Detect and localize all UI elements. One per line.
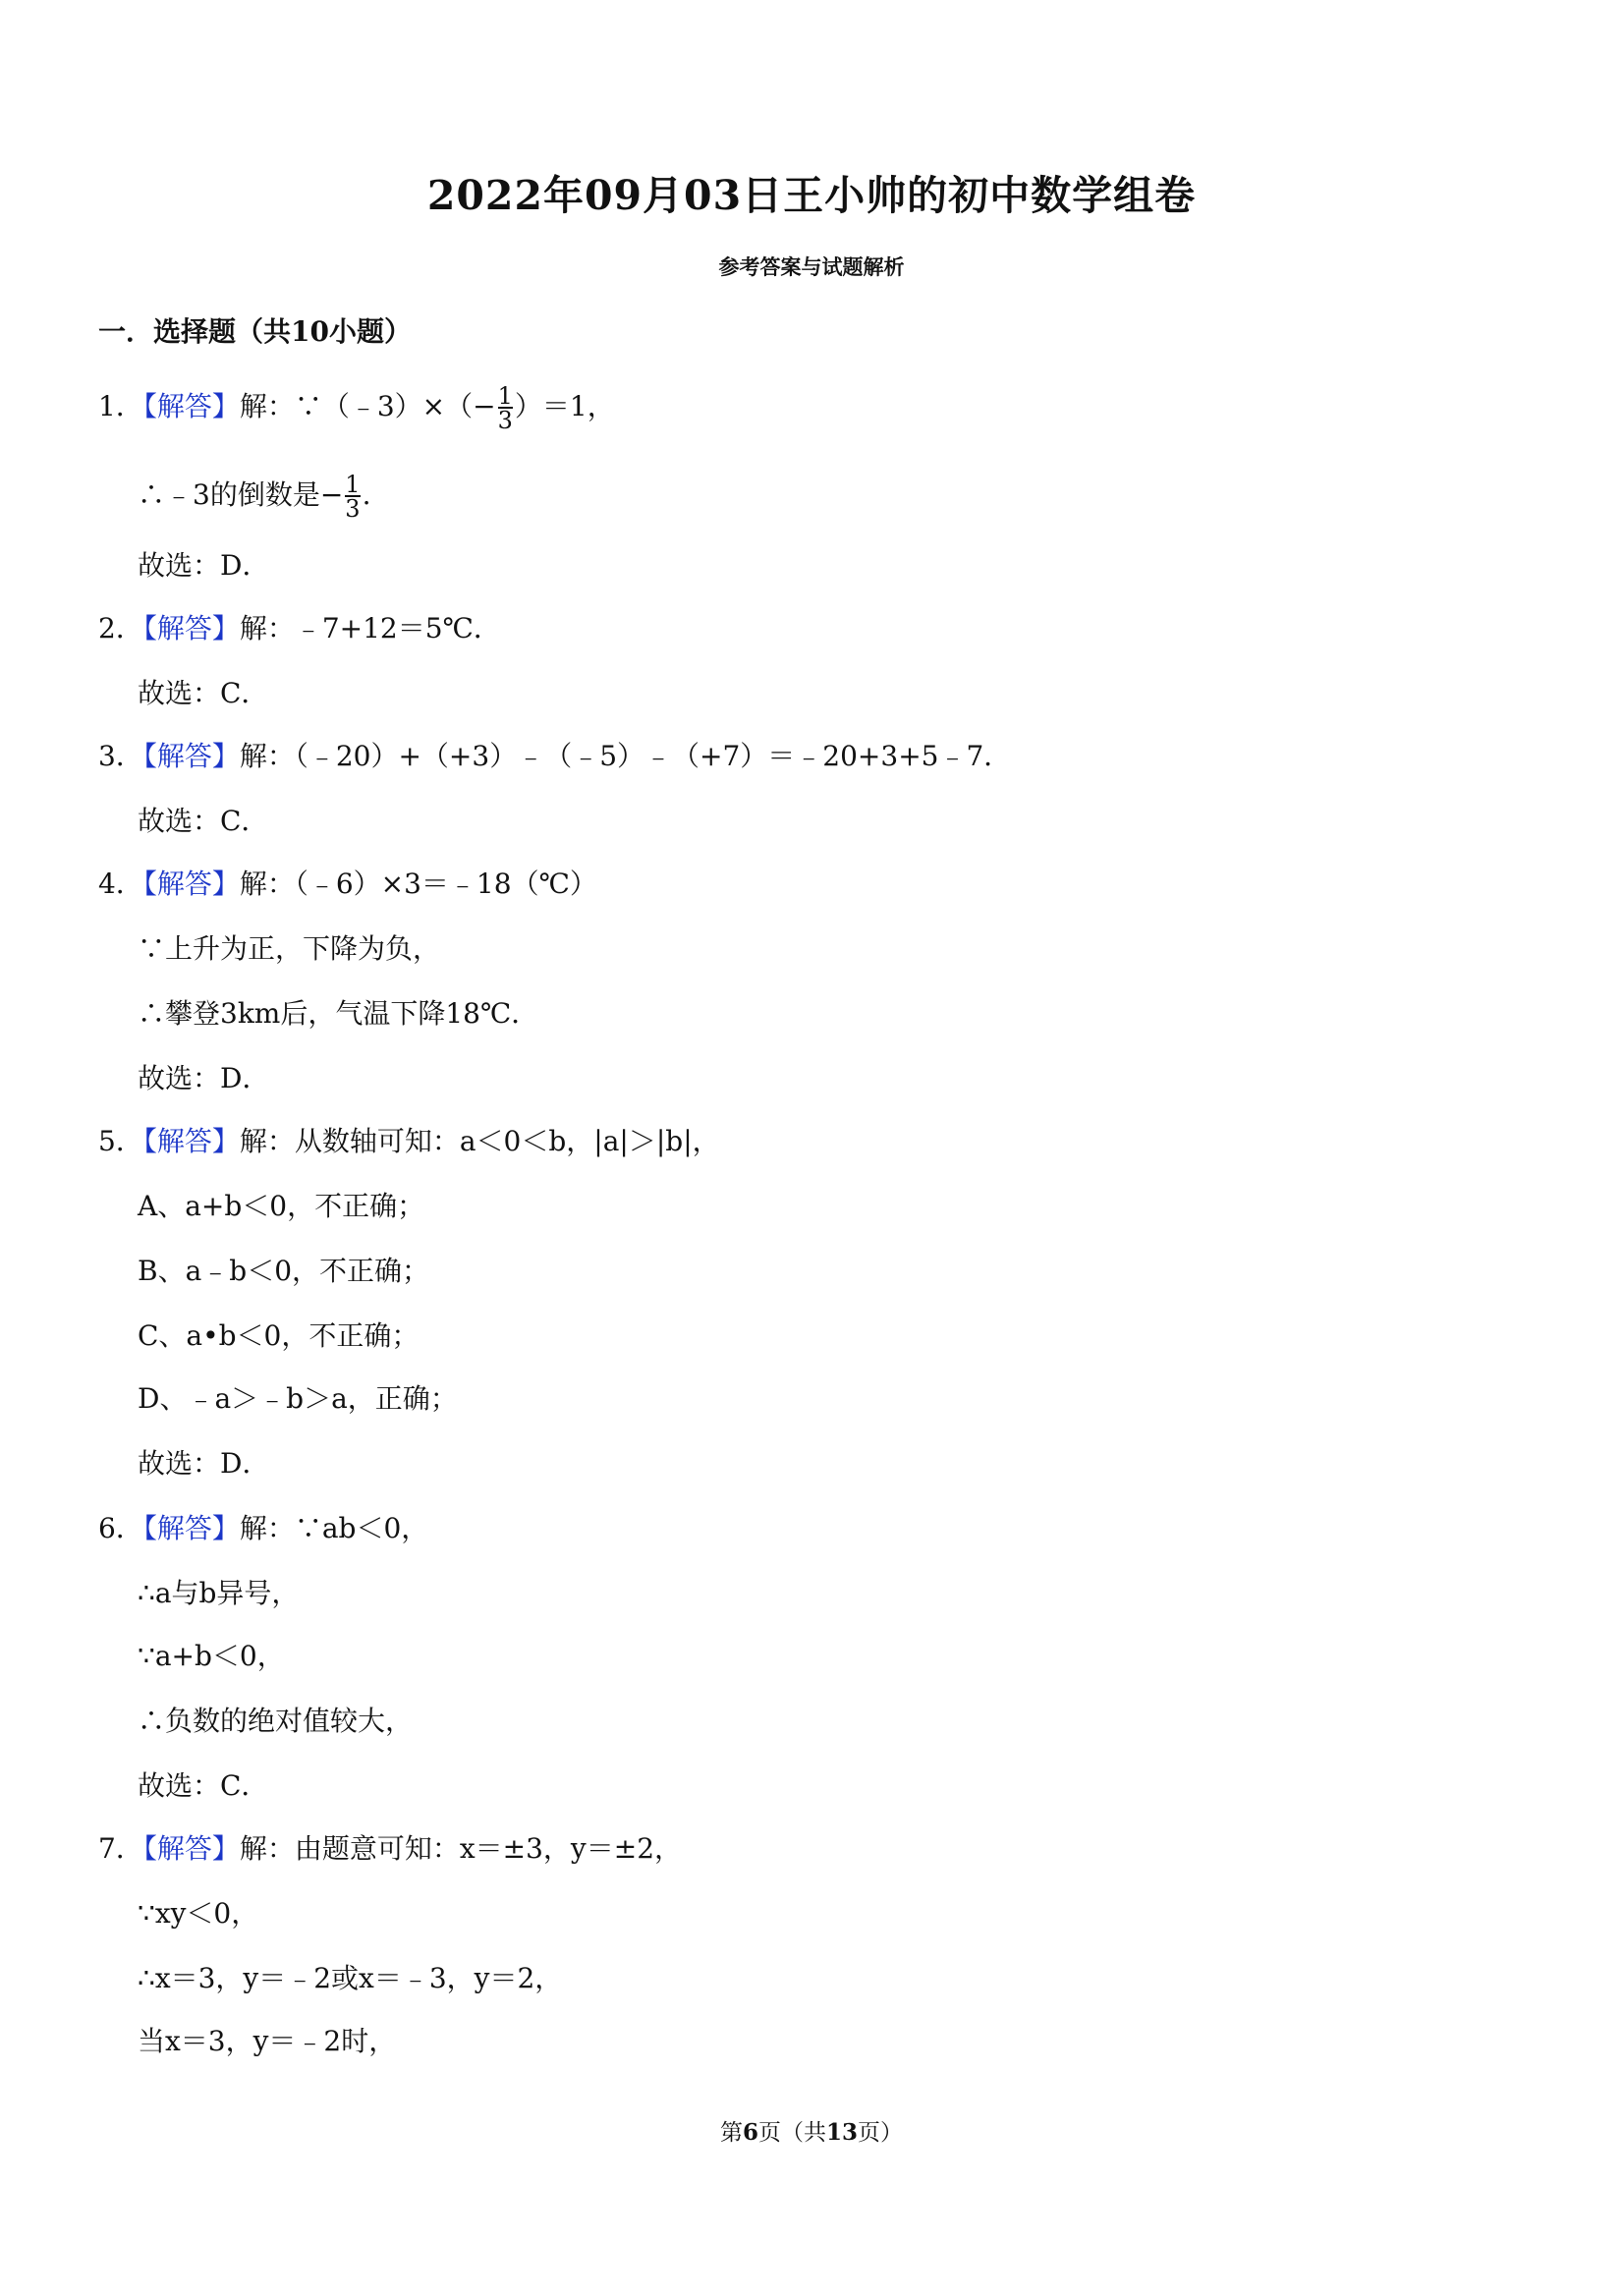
q7-text: 解：由题意可知：x＝±3，y＝±2， bbox=[239, 1832, 683, 1865]
q5-line-5: D、﹣a＞﹣b＞a，正确； bbox=[138, 1382, 458, 1415]
q4-text: 解：（﹣6）×3＝﹣18（℃） bbox=[239, 868, 597, 900]
q4-number: 4． bbox=[98, 868, 143, 900]
answer-tag: 【解答】 bbox=[142, 1832, 240, 1865]
q5-number: 5． bbox=[98, 1125, 143, 1157]
answer-tag: 【解答】 bbox=[142, 390, 240, 422]
section-heading: 一．选择题（共10小题） bbox=[98, 315, 412, 348]
answer-tag: 【解答】 bbox=[142, 1125, 240, 1157]
q3-line-2: 故选：C． bbox=[138, 805, 269, 837]
q4-line-4: 故选：D． bbox=[138, 1062, 270, 1094]
q4-line-3: ∴攀登3km后，气温下降18℃． bbox=[138, 997, 539, 1030]
footer-total-pages: 13 bbox=[826, 2119, 859, 2146]
q1-text: 解：∵（﹣3）×（ bbox=[239, 390, 474, 422]
q5-line-4: C、a•b＜0，不正确； bbox=[138, 1319, 420, 1352]
q1-line-3: 故选：D． bbox=[138, 549, 270, 582]
q5-line-6: 故选：D． bbox=[138, 1447, 270, 1480]
q7-number: 7． bbox=[98, 1832, 143, 1865]
q6-line-2: ∴a与b异号， bbox=[138, 1577, 300, 1609]
footer-prefix: 第 bbox=[719, 2120, 743, 2146]
q2-number: 2． bbox=[98, 612, 143, 644]
q6-line-4: ∴负数的绝对值较大， bbox=[138, 1705, 414, 1737]
footer-page-number: 6 bbox=[742, 2119, 758, 2146]
q1-text-end: ）＝1， bbox=[514, 390, 615, 422]
footer-suffix: 页） bbox=[858, 2120, 904, 2146]
q7-line-2: ∵xy＜0， bbox=[138, 1897, 259, 1930]
q3-text: 解：（﹣20）+（+3）﹣（﹣5）﹣（+7）＝﹣20+3+5﹣7． bbox=[239, 740, 1012, 772]
answer-tag: 【解答】 bbox=[142, 868, 240, 900]
q4-line-1 bbox=[98, 867, 597, 902]
fraction-denominator: 3 bbox=[497, 407, 513, 434]
q6-number: 6． bbox=[98, 1512, 143, 1544]
q5-text: 解：从数轴可知：a＜0＜b，|a|＞|b|， bbox=[239, 1125, 720, 1157]
q6-line-1 bbox=[98, 1511, 428, 1546]
q5-line-1 bbox=[98, 1124, 720, 1159]
page-footer bbox=[0, 2114, 1623, 2147]
fraction bbox=[345, 471, 361, 523]
minus-sign: − bbox=[319, 478, 344, 511]
q7-line-1 bbox=[98, 1831, 682, 1867]
q1-line-2 bbox=[138, 471, 371, 523]
q6-text: 解：∵ab＜0， bbox=[239, 1512, 429, 1544]
q3-line-1 bbox=[98, 739, 1011, 774]
answer-tag: 【解答】 bbox=[142, 1512, 240, 1544]
q2-line-2: 故选：C． bbox=[138, 677, 269, 709]
q6-line-3: ∵a+b＜0， bbox=[138, 1640, 285, 1672]
q3-number: 3． bbox=[98, 740, 143, 772]
q4-line-2: ∵上升为正，下降为负， bbox=[138, 932, 441, 965]
q1-text: ∴﹣3的倒数是 bbox=[138, 478, 320, 511]
footer-middle: 页（共 bbox=[758, 2120, 826, 2146]
q2-text: 解：﹣7+12＝5℃． bbox=[239, 612, 501, 644]
fraction-numerator: 1 bbox=[345, 471, 361, 498]
q7-line-4: 当x＝3，y＝﹣2时， bbox=[138, 2025, 397, 2057]
answer-tag: 【解答】 bbox=[142, 740, 240, 772]
page-title: 2022年09月03日王小帅的初中数学组卷 bbox=[426, 172, 1197, 219]
fraction-numerator: 1 bbox=[497, 382, 513, 410]
q5-line-3: B、a﹣b＜0，不正确； bbox=[138, 1255, 430, 1287]
q1-text-end: . bbox=[362, 478, 371, 511]
q2-line-1 bbox=[98, 611, 501, 646]
page-subtitle: 参考答案与试题解析 bbox=[718, 254, 905, 279]
fraction-denominator: 3 bbox=[345, 495, 361, 523]
q1-line-1 bbox=[98, 382, 615, 434]
q7-line-3: ∴x＝3，y＝﹣2或x＝﹣3，y＝2， bbox=[138, 1962, 563, 1994]
answer-tag: 【解答】 bbox=[142, 612, 240, 644]
q6-line-5: 故选：C． bbox=[138, 1769, 269, 1802]
minus-sign: − bbox=[473, 390, 496, 422]
q1-number: 1． bbox=[98, 390, 143, 422]
q5-line-2: A、a+b＜0，不正确； bbox=[138, 1190, 425, 1222]
fraction bbox=[497, 382, 513, 434]
